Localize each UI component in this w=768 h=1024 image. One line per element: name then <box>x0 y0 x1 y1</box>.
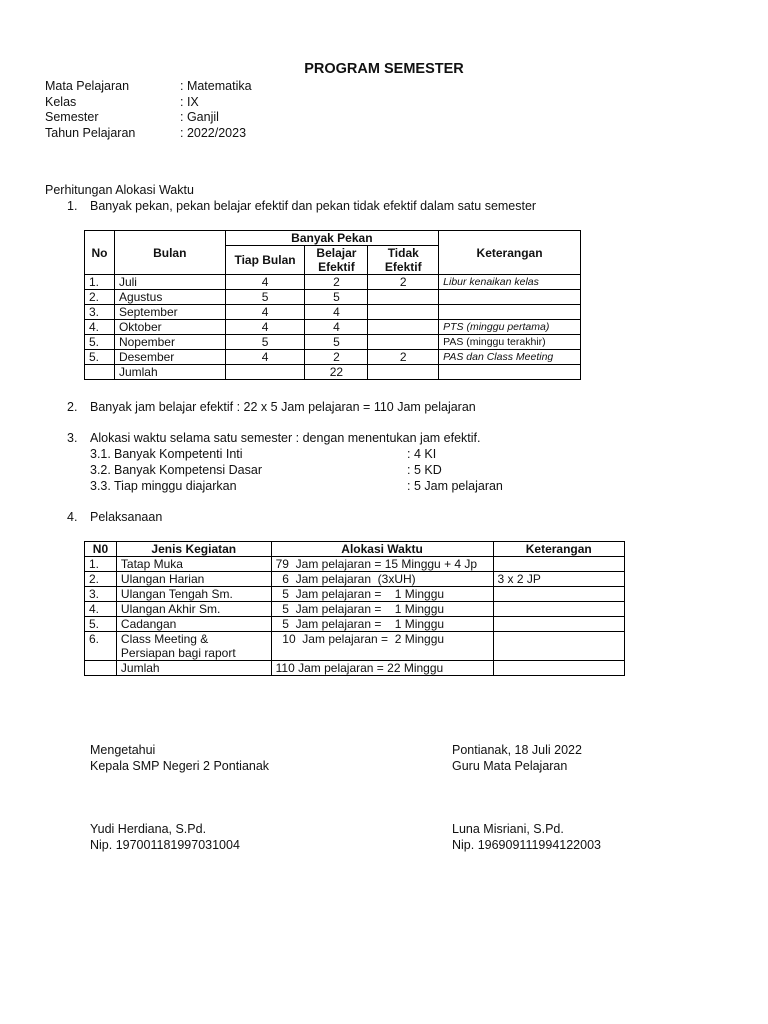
info-label: Kelas <box>45 94 77 109</box>
cell-jenis: Cadangan <box>116 617 271 632</box>
cell-no: 4. <box>85 320 115 335</box>
sub-item-value: : 5 Jam pelajaran <box>407 479 503 493</box>
cell-alokasi: 79 Jam pelajaran = 15 Minggu + 4 Jp <box>271 557 493 572</box>
cell-bulan: Juli <box>114 275 225 290</box>
info-label: Tahun Pelajaran <box>45 125 136 140</box>
cell-keterangan: PTS (minggu pertama) <box>439 320 581 335</box>
cell-efektif: 4 <box>305 320 368 335</box>
sub-item-label: Banyak Kompetensi Dasar <box>114 463 262 477</box>
cell-total-label: Jumlah <box>114 365 225 380</box>
cell-no: 5. <box>85 350 115 365</box>
cell-efektif: 2 <box>305 275 368 290</box>
cell-tiap-bulan: 4 <box>225 305 305 320</box>
cell-keterangan: PAS dan Class Meeting <box>439 350 581 365</box>
cell-no: 1. <box>85 557 117 572</box>
cell-tidak-efektif <box>368 365 439 380</box>
header-jenis-kegiatan: Jenis Kegiatan <box>116 542 271 557</box>
cell-no <box>85 365 115 380</box>
cell-keterangan <box>439 305 581 320</box>
cell-keterangan <box>493 602 624 617</box>
table-row <box>85 602 625 617</box>
cell-tiap-bulan: 4 <box>225 275 305 290</box>
header-bulan: Bulan <box>114 231 225 275</box>
activities-table <box>84 541 625 676</box>
cell-efektif: 5 <box>305 335 368 350</box>
cell-tiap-bulan <box>225 365 305 380</box>
info-row-semester <box>45 110 252 126</box>
signatory-name: Yudi Herdiana, S.Pd. <box>90 822 207 836</box>
signatory-nip: Nip. 197001181997031004 <box>90 838 240 852</box>
cell-keterangan <box>493 661 624 676</box>
info-value: : IX <box>180 94 199 109</box>
cell-no: 5. <box>85 617 117 632</box>
table-row <box>85 305 581 320</box>
header-line: Efektif <box>384 260 422 274</box>
table-row <box>85 320 581 335</box>
sub-item-value: : 4 KI <box>407 447 437 461</box>
table-row <box>85 572 625 587</box>
info-row-subject <box>45 79 252 95</box>
table-row <box>85 632 625 661</box>
signatory-nip: Nip. 196909111994122003 <box>452 838 601 852</box>
cell-tidak-efektif <box>368 290 439 305</box>
item-4-text: Pelaksanaan <box>90 510 163 524</box>
cell-keterangan <box>439 365 581 380</box>
cell-efektif: 5 <box>305 290 368 305</box>
cell-alokasi: 6 Jam pelajaran (3xUH) <box>271 572 493 587</box>
cell-total-efektif: 22 <box>305 365 368 380</box>
signature-right <box>452 742 582 774</box>
table-row <box>85 617 625 632</box>
cell-jenis: Ulangan Akhir Sm. <box>116 602 271 617</box>
table-row <box>85 557 625 572</box>
section-heading: Perhitungan Alokasi Waktu <box>45 183 194 197</box>
table-total-row <box>85 661 625 676</box>
item-3-sublist <box>90 446 503 494</box>
signature-title: Guru Mata Pelajaran <box>452 759 568 773</box>
header-no: No <box>85 231 115 275</box>
info-value: : Ganjil <box>180 110 219 124</box>
item-4-number: 4. <box>67 510 78 524</box>
table-row <box>85 275 581 290</box>
item-2-number: 2. <box>67 400 78 414</box>
cell-tiap-bulan: 4 <box>225 320 305 335</box>
cell-efektif: 4 <box>305 305 368 320</box>
signature-line: Mengetahui <box>90 743 156 757</box>
info-row-year <box>45 126 252 142</box>
info-row-class <box>45 95 252 111</box>
item-2-text: Banyak jam belajar efektif : 22 x 5 Jam pelajaran = 110 Jam pelajaran <box>90 400 476 414</box>
header-keterangan: Keterangan <box>493 542 624 557</box>
header-belajar-efektif <box>305 246 368 275</box>
cell-keterangan <box>493 632 624 661</box>
cell-no: 1. <box>85 275 115 290</box>
signature-title: Kepala SMP Negeri 2 Pontianak <box>90 759 270 773</box>
item-3-number: 3. <box>67 431 78 445</box>
table-row <box>85 290 581 305</box>
cell-line: Persiapan bagi raport <box>120 646 236 660</box>
cell-jenis <box>116 632 271 661</box>
header-no: N0 <box>85 542 117 557</box>
cell-keterangan: 3 x 2 JP <box>493 572 624 587</box>
cell-total-alokasi: 110 Jam pelajaran = 22 Minggu <box>271 661 493 676</box>
info-label: Mata Pelajaran <box>45 79 130 93</box>
cell-keterangan <box>493 557 624 572</box>
table-row <box>85 587 625 602</box>
cell-bulan: Oktober <box>114 320 225 335</box>
cell-no: 3. <box>85 587 117 602</box>
header-line: Tidak <box>387 246 419 260</box>
cell-no: 2. <box>85 290 115 305</box>
page-title: PROGRAM SEMESTER <box>304 61 464 77</box>
cell-total-label: Jumlah <box>116 661 271 676</box>
cell-no <box>85 661 117 676</box>
item-1-text: Banyak pekan, pekan belajar efektif dan pekan tidak efektif dalam satu semester <box>90 199 537 213</box>
signature-left <box>90 742 269 774</box>
sub-item-label: Tiap minggu diajarkan <box>114 479 237 493</box>
sub-item <box>90 446 503 462</box>
cell-jenis: Ulangan Tengah Sm. <box>116 587 271 602</box>
cell-alokasi: 5 Jam pelajaran = 1 Minggu <box>271 587 493 602</box>
cell-tidak-efektif: 2 <box>368 350 439 365</box>
item-3-text: Alokasi waktu selama satu semester : dengan menentukan jam efektif. <box>90 431 481 445</box>
cell-tiap-bulan: 5 <box>225 290 305 305</box>
sub-item-number: 3.2. <box>90 463 111 477</box>
cell-no: 2. <box>85 572 117 587</box>
cell-alokasi: 5 Jam pelajaran = 1 Minggu <box>271 602 493 617</box>
header-alokasi-waktu: Alokasi Waktu <box>271 542 493 557</box>
header-banyak-pekan: Banyak Pekan <box>225 231 439 246</box>
cell-alokasi: 10 Jam pelajaran = 2 Minggu <box>271 632 493 661</box>
cell-tidak-efektif <box>368 335 439 350</box>
header-keterangan: Keterangan <box>439 231 581 275</box>
cell-keterangan <box>493 587 624 602</box>
cell-tiap-bulan: 4 <box>225 350 305 365</box>
cell-tidak-efektif <box>368 320 439 335</box>
cell-efektif: 2 <box>305 350 368 365</box>
cell-keterangan <box>493 617 624 632</box>
cell-keterangan <box>439 290 581 305</box>
cell-no: 3. <box>85 305 115 320</box>
sub-item <box>90 462 503 478</box>
cell-tidak-efektif <box>368 305 439 320</box>
header-line: Belajar <box>316 246 357 260</box>
info-value: : Matematika <box>180 79 252 93</box>
cell-bulan: Agustus <box>114 290 225 305</box>
cell-jenis: Ulangan Harian <box>116 572 271 587</box>
sub-item-label: Banyak Kompetenti Inti <box>114 447 243 461</box>
cell-line: Class Meeting & <box>120 632 209 646</box>
cell-bulan: Desember <box>114 350 225 365</box>
sub-item-value: : 5 KD <box>407 463 442 477</box>
table-row <box>85 350 581 365</box>
weeks-table <box>84 230 581 380</box>
signatory-name: Luna Misriani, S.Pd. <box>452 822 564 836</box>
info-block <box>45 79 252 141</box>
cell-no: 4. <box>85 602 117 617</box>
header-line: Efektif <box>318 260 355 274</box>
table-row <box>85 335 581 350</box>
signature-right-name-block <box>452 821 601 853</box>
cell-jenis: Tatap Muka <box>116 557 271 572</box>
sub-item <box>90 478 503 494</box>
signature-place-date: Pontianak, 18 Juli 2022 <box>452 743 582 757</box>
cell-no: 5. <box>85 335 115 350</box>
item-1-number: 1. <box>67 199 78 213</box>
table-total-row <box>85 365 581 380</box>
cell-bulan: Nopember <box>114 335 225 350</box>
header-tiap-bulan: Tiap Bulan <box>225 246 305 275</box>
info-label: Semester <box>45 110 99 124</box>
header-tidak-efektif <box>368 246 439 275</box>
cell-no: 6. <box>85 632 117 661</box>
info-value: : 2022/2023 <box>180 125 247 140</box>
cell-tidak-efektif: 2 <box>368 275 439 290</box>
cell-keterangan: PAS (minggu terakhir) <box>439 335 581 350</box>
cell-bulan: September <box>114 305 225 320</box>
cell-keterangan: Libur kenaikan kelas <box>439 275 581 290</box>
sub-item-number: 3.3. <box>90 479 111 493</box>
sub-item-number: 3.1. <box>90 447 111 461</box>
signature-left-name-block <box>90 821 240 853</box>
cell-tiap-bulan: 5 <box>225 335 305 350</box>
cell-alokasi: 5 Jam pelajaran = 1 Minggu <box>271 617 493 632</box>
